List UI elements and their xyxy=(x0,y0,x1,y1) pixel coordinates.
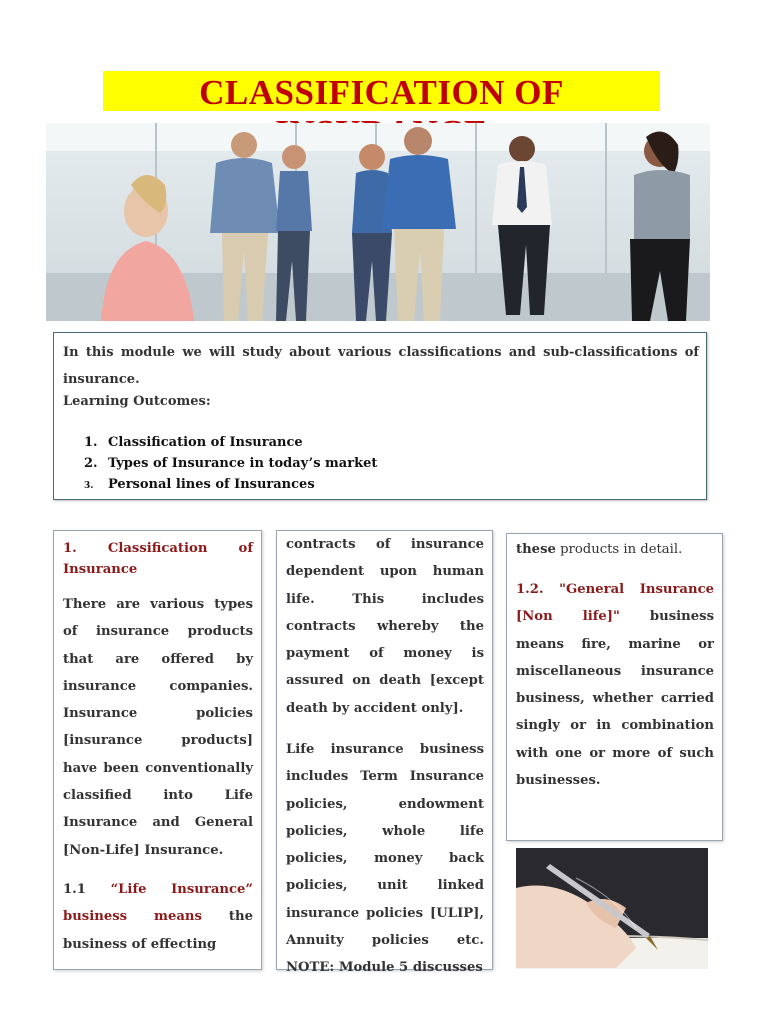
section-heading: 1. Classification of Insurance xyxy=(63,541,253,577)
list-item: 1. Classification of Insurance xyxy=(84,435,303,450)
learning-outcomes-list xyxy=(84,432,377,497)
paragraph: contracts of insurance dependent upon human life. This includes contracts whereby the payment of money is assured on death [except death by accident only]. xyxy=(286,537,484,716)
paragraph: these products in detail. xyxy=(516,542,683,557)
column-three xyxy=(506,533,723,841)
writing-pen-photo xyxy=(516,848,708,969)
intro-text: In this module we will study about various classifications and sub-classifications of insurance. xyxy=(63,345,699,387)
title-highlight xyxy=(103,71,660,111)
list-item: 3. Personal lines of Insurances xyxy=(84,477,315,492)
learning-outcomes-heading: Learning Outcomes: xyxy=(63,394,211,409)
paragraph: There are various types of insurance products that are offered by insurance companies. Insurance policies [insurance products] have been conventionally classified into Life Insurance and General [Non-Life] Insurance. xyxy=(63,597,253,858)
business-people-photo xyxy=(46,123,710,321)
intro-box xyxy=(53,332,707,500)
paragraph: Life insurance business includes Term Insurance policies, endowment policies, whole life policies, money back policies, unit linked insurance policies [ULIP], Annuity policies etc. NOTE: Module 5 discusses xyxy=(286,742,484,976)
list-item: 2. Types of Insurance in today’s market xyxy=(84,456,378,471)
page-title: CLASSIFICATION OF xyxy=(199,73,564,112)
paragraph: 1.1 “Life Insurance” business means the business of effecting xyxy=(63,882,253,952)
column-one xyxy=(53,530,262,970)
column-two xyxy=(276,530,493,976)
paragraph: 1.2. "General Insurance [Non life]" business means fire, marine or miscellaneous insurance business, whether carried singly or in combination with one or more of such businesses. xyxy=(516,582,714,789)
